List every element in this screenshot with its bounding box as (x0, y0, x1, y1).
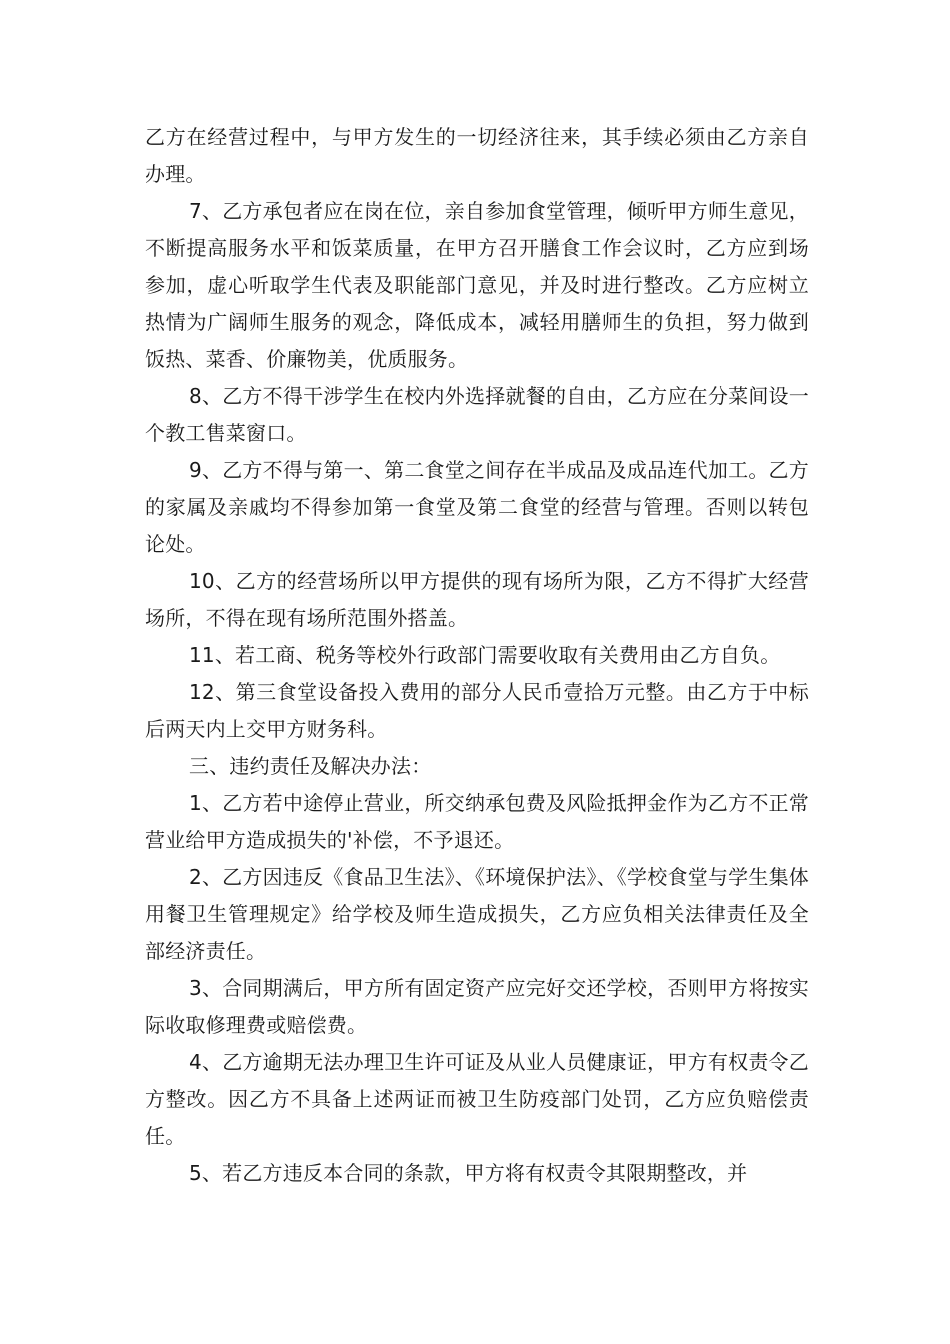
section-heading-liability: 三、违约责任及解决办法： (189, 754, 432, 778)
paragraph-clause-10: 10、乙方的经营场所以甲方提供的现有场所为限，乙方不得扩大经营场所，不得在现有场所范围外搭盖。 (145, 569, 809, 630)
paragraph-clause-11: 11、若工商、税务等校外行政部门需要收取有关费用由乙方自负。 (189, 643, 781, 667)
paragraph-liability-1: 1、乙方若中途停止营业，所交纳承包费及风险抵押金作为乙方不正常营业给甲方造成损失的'补偿，不予退还。 (145, 791, 809, 852)
paragraph-clause-8: 8、乙方不得干涉学生在校内外选择就餐的自由，乙方应在分菜间设一个教工售菜窗口。 (145, 384, 809, 445)
paragraph-liability-3: 3、合同期满后，甲方所有固定资产应完好交还学校，否则甲方将按实际收取修理费或赔偿费。 (145, 976, 809, 1037)
paragraph-1: 乙方在经营过程中，与甲方发生的一切经济往来，其手续必须由乙方亲自办理。 (145, 125, 809, 186)
paragraph-liability-4: 4、乙方逾期无法办理卫生许可证及从业人员健康证，甲方有权责令乙方整改。因乙方不具备上述两证而被卫生防疫部门处罚，乙方应负赔偿责任。 (145, 1050, 809, 1148)
paragraph-clause-12: 12、第三食堂设备投入费用的部分人民币壹拾万元整。由乙方于中标后两天内上交甲方财务科。 (145, 680, 809, 741)
paragraph-clause-7: 7、乙方承包者应在岗在位，亲自参加食堂管理，倾听甲方师生意见，不断提高服务水平和饭菜质量，在甲方召开膳食工作会议时，乙方应到场参加，虚心听取学生代表及职能部门意见，并及时进行整改。乙方应树立热情为广阔师生服务的观念，降低成本，减轻用膳师生的负担，努力做到饭热、菜香、价廉物美，优质服务。 (145, 199, 809, 371)
paragraph-clause-9: 9、乙方不得与第一、第二食堂之间存在半成品及成品连代加工。乙方的家属及亲戚均不得参加第一食堂及第二食堂的经营与管理。否则以转包论处。 (145, 458, 809, 556)
paragraph-liability-5: 5、若乙方违反本合同的条款，甲方将有权责令其限期整改，并 (189, 1161, 748, 1185)
paragraph-liability-2: 2、乙方因违反《食品卫生法》、《环境保护法》、《学校食堂与学生集体用餐卫生管理规定》给学校及师生造成损失，乙方应负相关法律责任及全部经济责任。 (145, 865, 809, 963)
document-body (145, 119, 809, 1192)
